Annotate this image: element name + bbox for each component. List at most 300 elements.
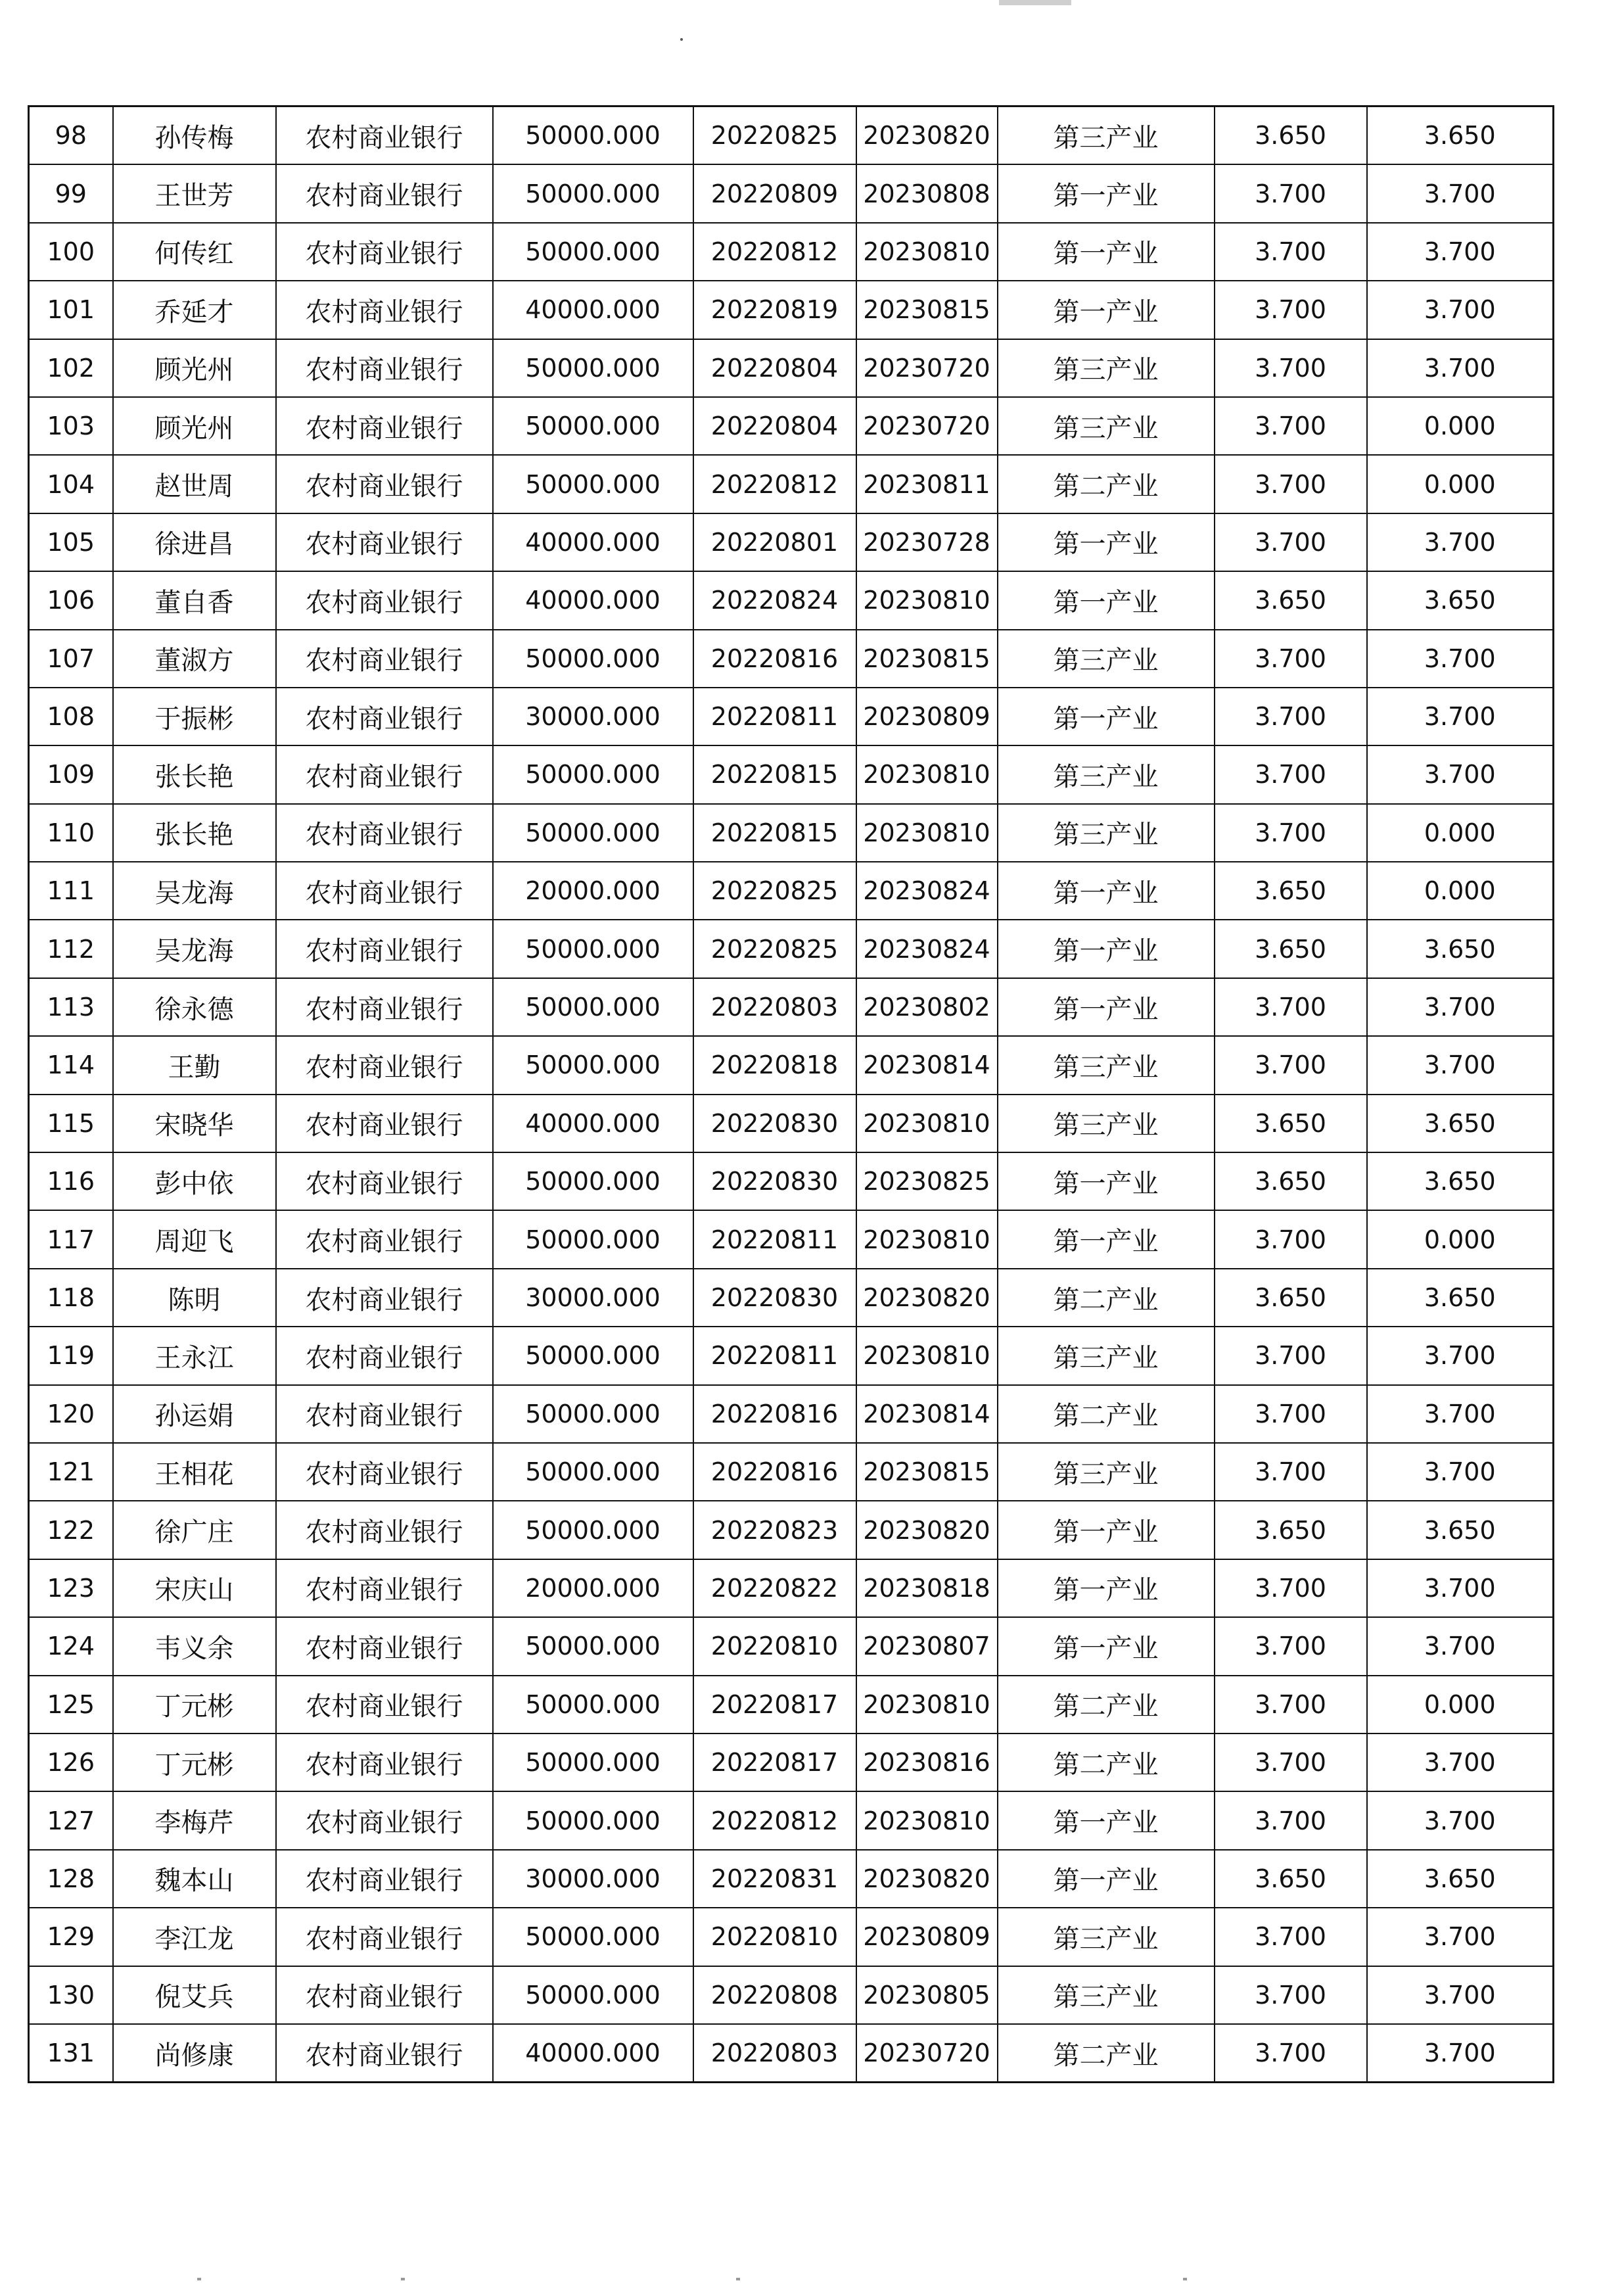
interest-rate-cell: 3.700 [1215,513,1367,571]
subsidy-rate-cell: 3.700 [1367,978,1554,1036]
interest-rate-cell: 3.700 [1215,1385,1367,1443]
borrower-name-cell: 顾光州 [113,339,276,397]
end-date-cell: 20230810 [856,745,998,803]
end-date-cell: 20230728 [856,513,998,571]
borrower-name-cell: 宋晓华 [113,1095,276,1152]
loan-amount-cell: 40000.000 [493,571,693,629]
borrower-name-cell: 王永江 [113,1327,276,1384]
start-date-cell: 20220812 [693,1791,856,1849]
subsidy-rate-cell: 0.000 [1367,1676,1554,1733]
interest-rate-cell: 3.700 [1215,397,1367,455]
lender-bank-cell: 农村商业银行 [276,513,493,571]
loan-amount-cell: 50000.000 [493,1327,693,1384]
borrower-name-cell: 李梅芹 [113,1791,276,1849]
scan-artifact-bottom [0,2278,1624,2282]
table-row [29,1443,1554,1501]
interest-rate-cell: 3.700 [1215,1036,1367,1094]
loan-amount-cell: 30000.000 [493,1269,693,1327]
subsidy-rate-cell: 3.650 [1367,1501,1554,1559]
loan-amount-cell: 50000.000 [493,920,693,978]
table-row [29,920,1554,978]
table-row [29,1617,1554,1675]
loan-amount-cell: 20000.000 [493,1559,693,1617]
end-date-cell: 20230807 [856,1617,998,1675]
loan-ledger-table [28,105,1554,2083]
row-number-cell: 116 [29,1152,113,1210]
subsidy-rate-cell: 3.650 [1367,106,1554,165]
loan-amount-cell: 50000.000 [493,745,693,803]
interest-rate-cell: 3.700 [1215,223,1367,281]
loan-amount-cell: 50000.000 [493,804,693,862]
subsidy-rate-cell: 3.700 [1367,223,1554,281]
lender-bank-cell: 农村商业银行 [276,978,493,1036]
subsidy-rate-cell: 3.650 [1367,1095,1554,1152]
table-row [29,630,1554,688]
borrower-name-cell: 周迎飞 [113,1210,276,1268]
interest-rate-cell: 3.700 [1215,455,1367,513]
subsidy-rate-cell: 3.700 [1367,281,1554,339]
row-number-cell: 109 [29,745,113,803]
ledger-body [29,106,1554,2083]
end-date-cell: 20230825 [856,1152,998,1210]
interest-rate-cell: 3.700 [1215,1908,1367,1966]
end-date-cell: 20230820 [856,1269,998,1327]
industry-type-cell: 第一产业 [998,1850,1215,1908]
table-row [29,804,1554,862]
borrower-name-cell: 董淑方 [113,630,276,688]
subsidy-rate-cell: 0.000 [1367,1210,1554,1268]
start-date-cell: 20220830 [693,1269,856,1327]
start-date-cell: 20220815 [693,745,856,803]
industry-type-cell: 第二产业 [998,455,1215,513]
interest-rate-cell: 3.650 [1215,920,1367,978]
subsidy-rate-cell: 3.650 [1367,920,1554,978]
lender-bank-cell: 农村商业银行 [276,571,493,629]
industry-type-cell: 第三产业 [998,1966,1215,2024]
borrower-name-cell: 徐进昌 [113,513,276,571]
end-date-cell: 20230824 [856,920,998,978]
table-row [29,455,1554,513]
industry-type-cell: 第二产业 [998,1676,1215,1733]
subsidy-rate-cell: 3.650 [1367,1269,1554,1327]
start-date-cell: 20220812 [693,223,856,281]
row-number-cell: 130 [29,1966,113,2024]
lender-bank-cell: 农村商业银行 [276,1210,493,1268]
loan-amount-cell: 30000.000 [493,688,693,745]
lender-bank-cell: 农村商业银行 [276,339,493,397]
end-date-cell: 20230808 [856,164,998,222]
end-date-cell: 20230815 [856,1443,998,1501]
end-date-cell: 20230815 [856,281,998,339]
row-number-cell: 113 [29,978,113,1036]
table-row [29,1791,1554,1849]
borrower-name-cell: 尚修康 [113,2024,276,2083]
interest-rate-cell: 3.650 [1215,106,1367,165]
start-date-cell: 20220812 [693,455,856,513]
lender-bank-cell: 农村商业银行 [276,1443,493,1501]
start-date-cell: 20220823 [693,1501,856,1559]
end-date-cell: 20230811 [856,455,998,513]
subsidy-rate-cell: 3.700 [1367,1966,1554,2024]
subsidy-rate-cell: 3.700 [1367,164,1554,222]
start-date-cell: 20220801 [693,513,856,571]
borrower-name-cell: 徐广庄 [113,1501,276,1559]
subsidy-rate-cell: 3.700 [1367,1036,1554,1094]
end-date-cell: 20230809 [856,688,998,745]
loan-amount-cell: 40000.000 [493,2024,693,2083]
interest-rate-cell: 3.650 [1215,571,1367,629]
lender-bank-cell: 农村商业银行 [276,862,493,920]
industry-type-cell: 第二产业 [998,1269,1215,1327]
row-number-cell: 121 [29,1443,113,1501]
loan-amount-cell: 50000.000 [493,1385,693,1443]
table-row [29,1559,1554,1617]
borrower-name-cell: 何传红 [113,223,276,281]
end-date-cell: 20230814 [856,1036,998,1094]
table-row [29,1908,1554,1966]
row-number-cell: 102 [29,339,113,397]
end-date-cell: 20230802 [856,978,998,1036]
row-number-cell: 105 [29,513,113,571]
borrower-name-cell: 孙运娟 [113,1385,276,1443]
table-row [29,1152,1554,1210]
table-row [29,688,1554,745]
start-date-cell: 20220817 [693,1676,856,1733]
loan-amount-cell: 20000.000 [493,862,693,920]
interest-rate-cell: 3.700 [1215,1327,1367,1384]
row-number-cell: 115 [29,1095,113,1152]
table-row [29,164,1554,222]
industry-type-cell: 第三产业 [998,106,1215,165]
lender-bank-cell: 农村商业银行 [276,745,493,803]
borrower-name-cell: 韦义余 [113,1617,276,1675]
subsidy-rate-cell: 3.700 [1367,339,1554,397]
row-number-cell: 101 [29,281,113,339]
loan-amount-cell: 40000.000 [493,513,693,571]
table-row [29,745,1554,803]
end-date-cell: 20230810 [856,1210,998,1268]
lender-bank-cell: 农村商业银行 [276,1559,493,1617]
loan-amount-cell: 50000.000 [493,1443,693,1501]
table-row [29,223,1554,281]
loan-amount-cell: 30000.000 [493,1850,693,1908]
lender-bank-cell: 农村商业银行 [276,2024,493,2083]
loan-amount-cell: 50000.000 [493,1036,693,1094]
table-row [29,1269,1554,1327]
subsidy-rate-cell: 3.700 [1367,1559,1554,1617]
subsidy-rate-cell: 3.700 [1367,688,1554,745]
interest-rate-cell: 3.700 [1215,164,1367,222]
lender-bank-cell: 农村商业银行 [276,397,493,455]
start-date-cell: 20220824 [693,571,856,629]
interest-rate-cell: 3.650 [1215,862,1367,920]
interest-rate-cell: 3.650 [1215,1095,1367,1152]
loan-amount-cell: 50000.000 [493,164,693,222]
start-date-cell: 20220810 [693,1617,856,1675]
borrower-name-cell: 丁元彬 [113,1676,276,1733]
loan-amount-cell: 50000.000 [493,1501,693,1559]
end-date-cell: 20230820 [856,106,998,165]
start-date-cell: 20220803 [693,978,856,1036]
subsidy-rate-cell: 3.650 [1367,1152,1554,1210]
lender-bank-cell: 农村商业银行 [276,920,493,978]
row-number-cell: 99 [29,164,113,222]
subsidy-rate-cell: 3.700 [1367,1617,1554,1675]
industry-type-cell: 第三产业 [998,397,1215,455]
lender-bank-cell: 农村商业银行 [276,223,493,281]
borrower-name-cell: 吴龙海 [113,920,276,978]
borrower-name-cell: 孙传梅 [113,106,276,165]
table-row [29,1733,1554,1791]
row-number-cell: 106 [29,571,113,629]
loan-amount-cell: 50000.000 [493,1966,693,2024]
industry-type-cell: 第一产业 [998,223,1215,281]
loan-amount-cell: 50000.000 [493,106,693,165]
start-date-cell: 20220810 [693,1908,856,1966]
end-date-cell: 20230810 [856,804,998,862]
end-date-cell: 20230814 [856,1385,998,1443]
table-row [29,1501,1554,1559]
industry-type-cell: 第一产业 [998,920,1215,978]
loan-amount-cell: 50000.000 [493,978,693,1036]
subsidy-rate-cell: 3.700 [1367,1327,1554,1384]
interest-rate-cell: 3.650 [1215,1501,1367,1559]
scan-artifact-top [999,0,1071,5]
start-date-cell: 20220811 [693,688,856,745]
end-date-cell: 20230809 [856,1908,998,1966]
start-date-cell: 20220815 [693,804,856,862]
lender-bank-cell: 农村商业银行 [276,1966,493,2024]
row-number-cell: 104 [29,455,113,513]
subsidy-rate-cell: 3.650 [1367,1850,1554,1908]
row-number-cell: 122 [29,1501,113,1559]
industry-type-cell: 第一产业 [998,1791,1215,1849]
row-number-cell: 118 [29,1269,113,1327]
start-date-cell: 20220804 [693,397,856,455]
subsidy-rate-cell: 3.700 [1367,1733,1554,1791]
lender-bank-cell: 农村商业银行 [276,455,493,513]
end-date-cell: 20230720 [856,339,998,397]
end-date-cell: 20230810 [856,571,998,629]
industry-type-cell: 第一产业 [998,281,1215,339]
table-row [29,1036,1554,1094]
loan-amount-cell: 50000.000 [493,339,693,397]
loan-amount-cell: 50000.000 [493,223,693,281]
lender-bank-cell: 农村商业银行 [276,1327,493,1384]
end-date-cell: 20230810 [856,1676,998,1733]
end-date-cell: 20230816 [856,1733,998,1791]
subsidy-rate-cell: 0.000 [1367,804,1554,862]
loan-amount-cell: 50000.000 [493,1733,693,1791]
borrower-name-cell: 王相花 [113,1443,276,1501]
industry-type-cell: 第三产业 [998,1443,1215,1501]
row-number-cell: 131 [29,2024,113,2083]
borrower-name-cell: 王勤 [113,1036,276,1094]
industry-type-cell: 第一产业 [998,164,1215,222]
industry-type-cell: 第一产业 [998,1210,1215,1268]
start-date-cell: 20220817 [693,1733,856,1791]
table-row [29,862,1554,920]
start-date-cell: 20220825 [693,920,856,978]
industry-type-cell: 第一产业 [998,688,1215,745]
borrower-name-cell: 徐永德 [113,978,276,1036]
subsidy-rate-cell: 3.700 [1367,2024,1554,2083]
end-date-cell: 20230810 [856,1791,998,1849]
row-number-cell: 119 [29,1327,113,1384]
subsidy-rate-cell: 0.000 [1367,397,1554,455]
lender-bank-cell: 农村商业银行 [276,281,493,339]
table-row [29,1850,1554,1908]
loan-amount-cell: 50000.000 [493,1676,693,1733]
interest-rate-cell: 3.700 [1215,2024,1367,2083]
end-date-cell: 20230810 [856,223,998,281]
interest-rate-cell: 3.700 [1215,1676,1367,1733]
subsidy-rate-cell: 3.700 [1367,1385,1554,1443]
table-row [29,571,1554,629]
row-number-cell: 117 [29,1210,113,1268]
row-number-cell: 111 [29,862,113,920]
row-number-cell: 108 [29,688,113,745]
industry-type-cell: 第二产业 [998,2024,1215,2083]
subsidy-rate-cell: 3.700 [1367,1443,1554,1501]
lender-bank-cell: 农村商业银行 [276,1791,493,1849]
lender-bank-cell: 农村商业银行 [276,164,493,222]
end-date-cell: 20230820 [856,1850,998,1908]
table-row [29,1385,1554,1443]
borrower-name-cell: 李江龙 [113,1908,276,1966]
industry-type-cell: 第一产业 [998,1617,1215,1675]
subsidy-rate-cell: 3.650 [1367,571,1554,629]
industry-type-cell: 第三产业 [998,1036,1215,1094]
lender-bank-cell: 农村商业银行 [276,1269,493,1327]
table-row [29,978,1554,1036]
table-row [29,281,1554,339]
subsidy-rate-cell: 3.700 [1367,1908,1554,1966]
loan-amount-cell: 40000.000 [493,281,693,339]
interest-rate-cell: 3.700 [1215,1791,1367,1849]
end-date-cell: 20230720 [856,397,998,455]
start-date-cell: 20220816 [693,630,856,688]
borrower-name-cell: 张长艳 [113,745,276,803]
scan-artifact-dot [680,38,683,41]
start-date-cell: 20220825 [693,862,856,920]
table-row [29,1095,1554,1152]
industry-type-cell: 第三产业 [998,1908,1215,1966]
lender-bank-cell: 农村商业银行 [276,1036,493,1094]
interest-rate-cell: 3.700 [1215,281,1367,339]
lender-bank-cell: 农村商业银行 [276,630,493,688]
start-date-cell: 20220819 [693,281,856,339]
borrower-name-cell: 宋庆山 [113,1559,276,1617]
subsidy-rate-cell: 3.700 [1367,513,1554,571]
row-number-cell: 129 [29,1908,113,1966]
subsidy-rate-cell: 3.700 [1367,1791,1554,1849]
loan-amount-cell: 50000.000 [493,455,693,513]
row-number-cell: 114 [29,1036,113,1094]
row-number-cell: 100 [29,223,113,281]
table-row [29,1210,1554,1268]
row-number-cell: 126 [29,1733,113,1791]
lender-bank-cell: 农村商业银行 [276,106,493,165]
loan-amount-cell: 50000.000 [493,1152,693,1210]
lender-bank-cell: 农村商业银行 [276,1501,493,1559]
subsidy-rate-cell: 3.700 [1367,630,1554,688]
row-number-cell: 127 [29,1791,113,1849]
lender-bank-cell: 农村商业银行 [276,1676,493,1733]
industry-type-cell: 第一产业 [998,1501,1215,1559]
borrower-name-cell: 魏本山 [113,1850,276,1908]
end-date-cell: 20230818 [856,1559,998,1617]
borrower-name-cell: 丁元彬 [113,1733,276,1791]
table-row [29,1966,1554,2024]
industry-type-cell: 第三产业 [998,630,1215,688]
row-number-cell: 98 [29,106,113,165]
industry-type-cell: 第三产业 [998,745,1215,803]
borrower-name-cell: 倪艾兵 [113,1966,276,2024]
subsidy-rate-cell: 0.000 [1367,455,1554,513]
start-date-cell: 20220811 [693,1210,856,1268]
lender-bank-cell: 农村商业银行 [276,804,493,862]
lender-bank-cell: 农村商业银行 [276,1908,493,1966]
start-date-cell: 20220803 [693,2024,856,2083]
start-date-cell: 20220816 [693,1385,856,1443]
industry-type-cell: 第一产业 [998,862,1215,920]
start-date-cell: 20220830 [693,1095,856,1152]
end-date-cell: 20230815 [856,630,998,688]
industry-type-cell: 第一产业 [998,1559,1215,1617]
end-date-cell: 20230720 [856,2024,998,2083]
subsidy-rate-cell: 0.000 [1367,862,1554,920]
loan-amount-cell: 50000.000 [493,1908,693,1966]
interest-rate-cell: 3.700 [1215,688,1367,745]
borrower-name-cell: 赵世周 [113,455,276,513]
interest-rate-cell: 3.700 [1215,1210,1367,1268]
row-number-cell: 124 [29,1617,113,1675]
table-row [29,1327,1554,1384]
borrower-name-cell: 于振彬 [113,688,276,745]
table-row [29,397,1554,455]
industry-type-cell: 第三产业 [998,1327,1215,1384]
borrower-name-cell: 吴龙海 [113,862,276,920]
industry-type-cell: 第三产业 [998,1095,1215,1152]
start-date-cell: 20220804 [693,339,856,397]
industry-type-cell: 第二产业 [998,1385,1215,1443]
end-date-cell: 20230805 [856,1966,998,2024]
lender-bank-cell: 农村商业银行 [276,1850,493,1908]
lender-bank-cell: 农村商业银行 [276,1733,493,1791]
interest-rate-cell: 3.700 [1215,1559,1367,1617]
industry-type-cell: 第三产业 [998,339,1215,397]
start-date-cell: 20220830 [693,1152,856,1210]
borrower-name-cell: 乔延才 [113,281,276,339]
borrower-name-cell: 顾光州 [113,397,276,455]
row-number-cell: 107 [29,630,113,688]
industry-type-cell: 第一产业 [998,571,1215,629]
start-date-cell: 20220816 [693,1443,856,1501]
loan-amount-cell: 50000.000 [493,397,693,455]
subsidy-rate-cell: 3.700 [1367,745,1554,803]
loan-amount-cell: 40000.000 [493,1095,693,1152]
interest-rate-cell: 3.650 [1215,1269,1367,1327]
lender-bank-cell: 农村商业银行 [276,688,493,745]
end-date-cell: 20230824 [856,862,998,920]
table-row [29,1676,1554,1733]
interest-rate-cell: 3.650 [1215,1850,1367,1908]
borrower-name-cell: 张长艳 [113,804,276,862]
lender-bank-cell: 农村商业银行 [276,1152,493,1210]
industry-type-cell: 第二产业 [998,1733,1215,1791]
start-date-cell: 20220809 [693,164,856,222]
